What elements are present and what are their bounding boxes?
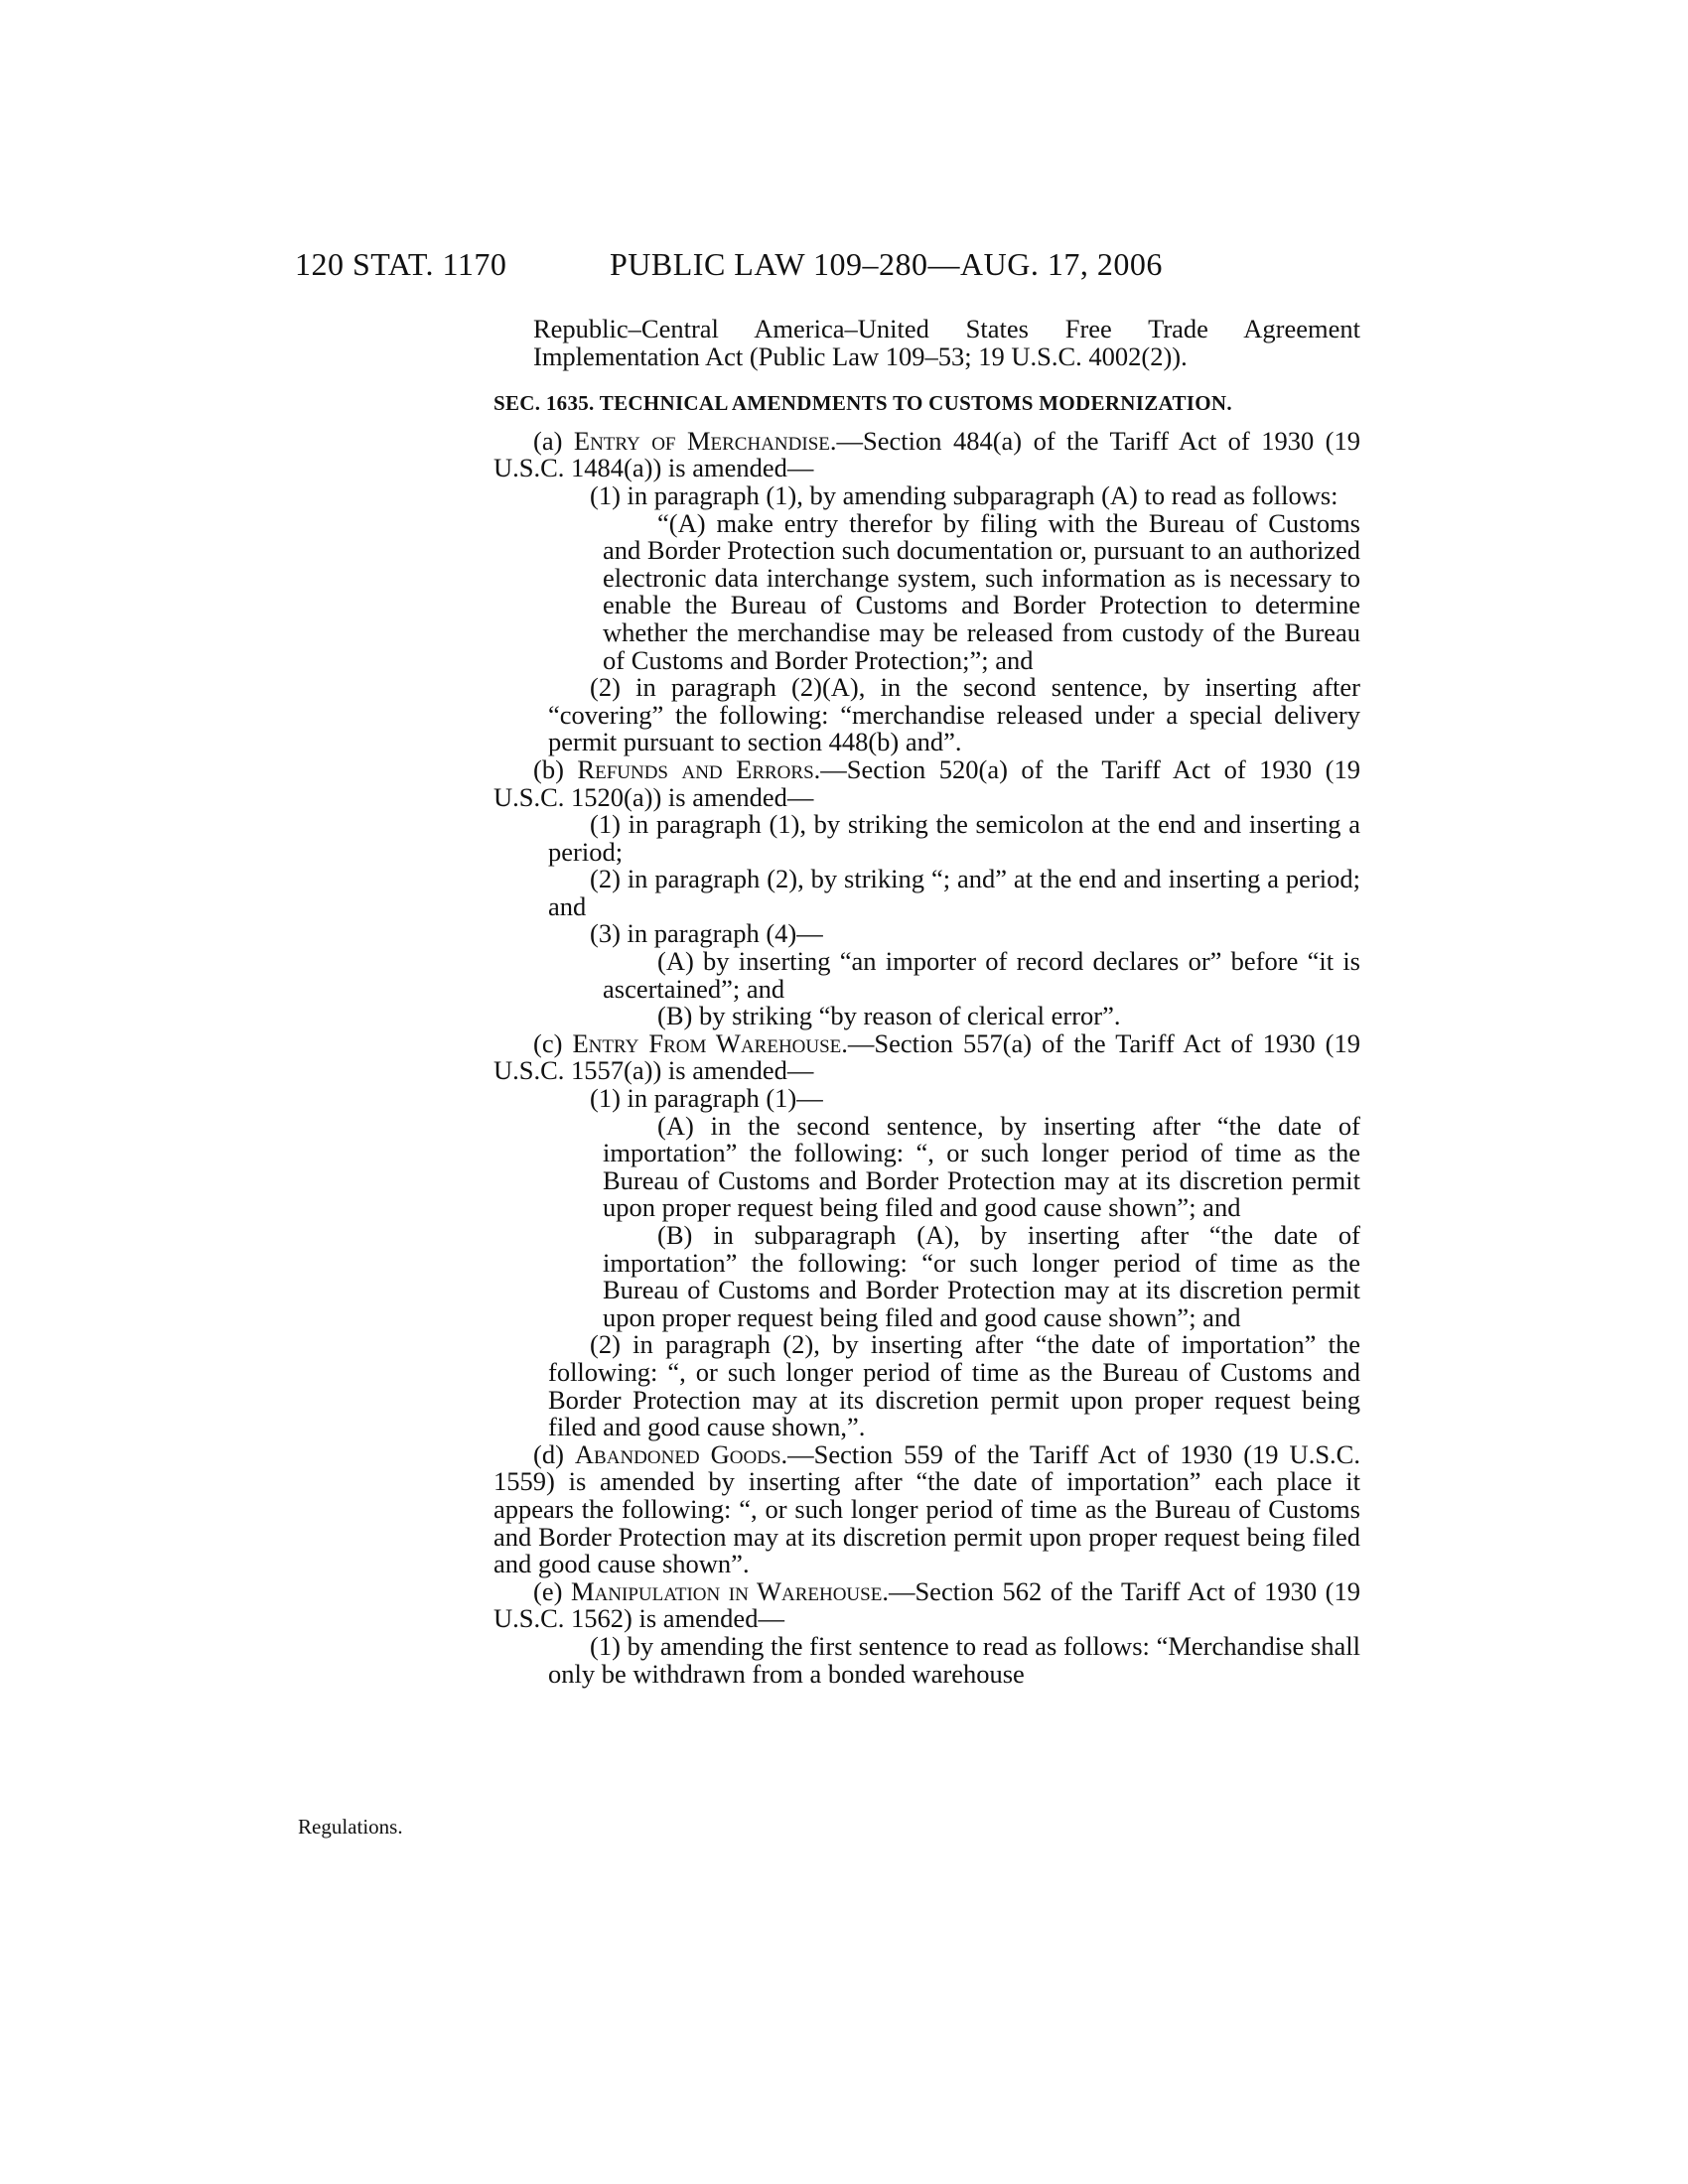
paragraph: (1) in paragraph (1), by striking the semicolon at the end and inserting a period;: [548, 809, 1360, 867]
paragraph-text: .—Section 484(a) of the Tariff Act of 1930 (19 U.S.C. 1484(a)) is amended—: [493, 425, 1360, 483]
subsection-heading: Entry From Warehouse: [572, 1027, 842, 1058]
subsection-heading: Abandoned Goods: [574, 1438, 781, 1469]
paragraph: (A) by inserting “an importer of record declares or” before “it is ascertained”; and: [603, 946, 1360, 1004]
subsection-heading: Manipulation in Warehouse: [571, 1575, 883, 1606]
paragraph-text: .—Section 557(a) of the Tariff Act of 1930 (19 U.S.C. 1557(a)) is amended—: [493, 1027, 1360, 1086]
paragraph: [493, 1027, 1360, 1086]
paragraph-text: .—Section 520(a) of the Tariff Act of 1930 (19 U.S.C. 1520(a)) is amended—: [493, 753, 1360, 812]
paragraph: (1) by amending the first sentence to read as follows: “Merchandise shall only be withdrawn from a bonded warehouse: [548, 1630, 1360, 1689]
paragraph: [493, 1438, 1360, 1579]
paragraph: (3) in paragraph (4)—: [590, 918, 823, 949]
paragraph-prefix: (c): [533, 1027, 573, 1058]
paragraph-prefix: (d): [533, 1438, 575, 1469]
paragraph: Republic–Central America–United States Free Trade Agreement Implementation Act (Public Law 109–53; 19 U.S.C. 4002(2)).: [533, 314, 1360, 371]
stat-page-number: 120 STAT. 1170: [295, 246, 507, 282]
margin-note: Regulations.: [298, 1815, 403, 1839]
paragraph-prefix: (b): [533, 753, 578, 784]
paragraph: [493, 1575, 1360, 1634]
paragraph: (1) in paragraph (1)—: [590, 1083, 823, 1114]
paragraph: (B) by striking “by reason of clerical error”.: [657, 1001, 1121, 1031]
paragraph-text: .—Section 562 of the Tariff Act of 1930 (19 U.S.C. 1562) is amended—: [493, 1575, 1360, 1634]
paragraph: (1) in paragraph (1), by amending subparagraph (A) to read as follows:: [590, 479, 1338, 510]
paragraph: (2) in paragraph (2), by inserting after “the date of importation” the following: “, or such longer period of time as the Bureau of Customs and Border Protection may at its discretion permit upon proper request being filed and good cause shown,”.: [548, 1329, 1360, 1442]
paragraph: [493, 753, 1360, 812]
paragraph: (A) in the second sentence, by inserting after “the date of importation” the following: “, or such longer period of time as the Bureau of Customs and Border Protection may at its discretion permit upon proper request being filed and good cause shown”; and: [603, 1110, 1360, 1223]
section-heading: SEC. 1635. TECHNICAL AMENDMENTS TO CUSTOMS MODERNIZATION.: [493, 391, 1232, 416]
subsection-heading: Refunds and Errors: [577, 753, 814, 784]
paragraph: [493, 425, 1360, 483]
paragraph-prefix: (e): [533, 1575, 571, 1606]
paragraph: “(A) make entry therefor by filing with the Bureau of Customs and Border Protection such documentation or, pursuant to an authorized electronic data interchange system, such information as is necessary to enable the Bureau of Customs and Border Protection to determine whether the merchandise may be released from custody of the Bureau of Customs and Border Protection;”; and: [603, 507, 1360, 675]
statute-text-body: [493, 316, 1360, 1688]
paragraph-text: .—Section 559 of the Tariff Act of 1930 (19 U.S.C. 1559) is amended by inserting after “the date of importation” each place it appears the following: “, or such longer period of time as the Bureau of Customs and Border Protection may at its discretion permit upon proper request being filed and good cause shown”.: [493, 1438, 1360, 1579]
subsection-heading: Entry of Merchandise: [573, 425, 830, 456]
paragraph-prefix: (a): [533, 425, 574, 456]
paragraph: (2) in paragraph (2), by striking “; and” at the end and inserting a period; and: [548, 864, 1360, 921]
public-law-citation: PUBLIC LAW 109–280—AUG. 17, 2006: [610, 246, 1163, 282]
paragraph: (B) in subparagraph (A), by inserting after “the date of importation” the following: “or such longer period of time as the Bureau of Customs and Border Protection may at its discretion permit upon proper request being filed and good cause shown”; and: [603, 1220, 1360, 1332]
paragraph: (2) in paragraph (2)(A), in the second sentence, by inserting after “covering” the following: “merchandise released under a special delivery permit pursuant to section 448(b) and”.: [548, 672, 1360, 757]
